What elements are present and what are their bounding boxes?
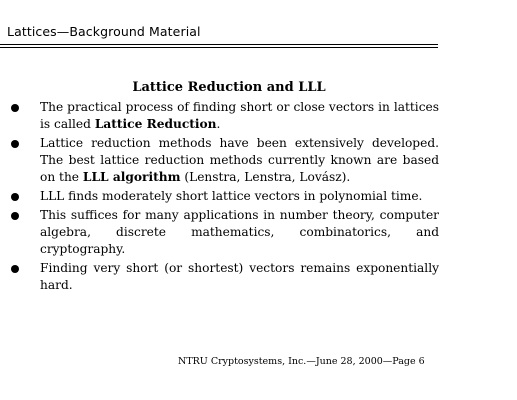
bullet-text: Lattice reduction methods have been extensively developed. The best lattice reduction methods currently known are based on the (40, 136, 439, 184)
bullet-item (0, 188, 439, 205)
header-rule-bottom (0, 47, 438, 48)
bullet-item (0, 260, 439, 294)
bullet-item (0, 99, 439, 133)
bullet-text: The practical process of finding short or close vectors in lattices is called (40, 100, 439, 131)
bullet-dot-icon (11, 212, 19, 220)
bullet-dot-icon (11, 265, 19, 273)
bullet-dot-icon (11, 193, 19, 201)
header-title: Lattices—Background Material (7, 24, 201, 39)
bullet-text: LLL finds moderately short lattice vectors in polynomial time. (40, 189, 423, 203)
bullet-text-bold: Lattice Reduction (94, 117, 217, 131)
bullet-text: Finding very short (or shortest) vectors remains exponentially hard. (40, 261, 439, 292)
header-rule-top (0, 44, 438, 45)
bullet-text: . (216, 117, 221, 131)
bullet-dot-icon (11, 104, 19, 112)
bullet-list (0, 99, 450, 296)
bullet-text-bold: LLL algorithm (82, 170, 181, 184)
bullet-dot-icon (11, 140, 19, 148)
slide-heading: Lattice Reduction and LLL (132, 80, 326, 95)
bullet-text: This suffices for many applications in number theory, computer algebra, discrete mathematics, combinatorics, and cryptography. (40, 208, 439, 256)
bullet-text: (Lenstra, Lenstra, Lovász). (180, 170, 351, 184)
footer-text: NTRU Cryptosystems, Inc.—June 28, 2000—Page 6 (178, 356, 425, 367)
bullet-item (0, 207, 439, 258)
bullet-item (0, 135, 439, 186)
